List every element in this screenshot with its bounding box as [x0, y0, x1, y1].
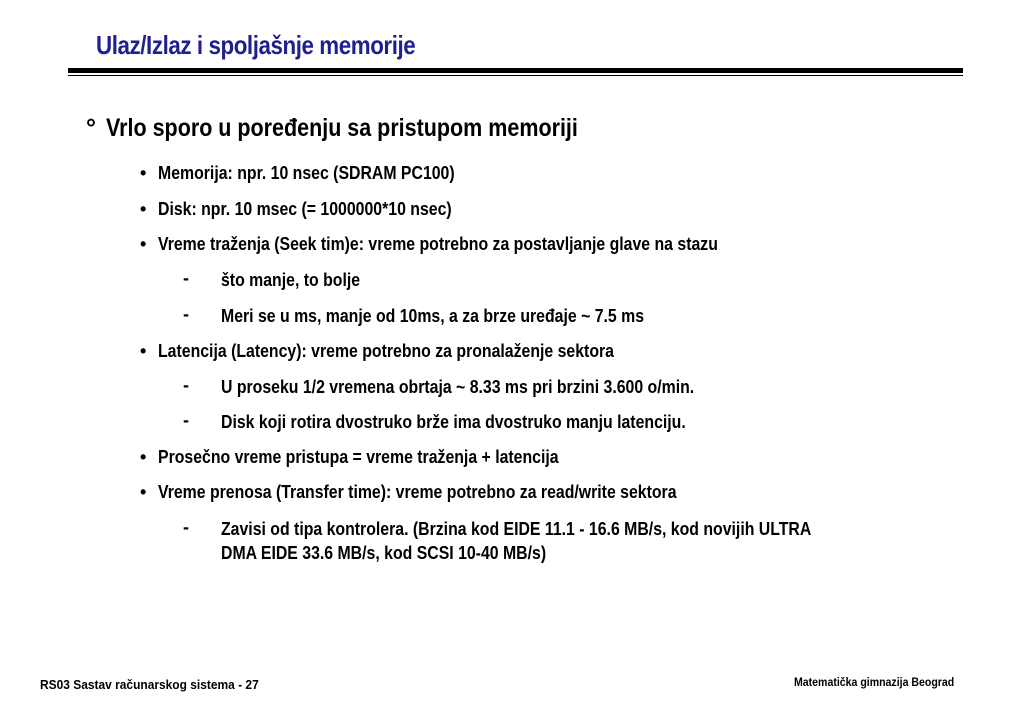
dash-bullet-icon: - — [183, 517, 189, 537]
list-item-text: Memorija: npr. 10 nsec (SDRAM PC100) — [158, 163, 455, 183]
list-item-text: Vreme prenosa (Transfer time): vreme potrebno za read/write sektora — [158, 482, 677, 502]
sub-list-item-text-line1: Zavisi od tipa kontrolera. (Brzina kod EIDE 11.1 - 16.6 MB/s, kod novijih ULTRA — [221, 519, 812, 539]
degree-bullet-icon: ° — [86, 114, 96, 142]
list-item-text: Disk: npr. 10 msec (= 1000000*10 nsec) — [158, 199, 452, 219]
main-bullet — [86, 114, 655, 143]
dash-bullet-icon: - — [183, 375, 189, 395]
bullet-dot-icon: • — [140, 482, 147, 502]
bullet-dot-icon: • — [140, 199, 147, 219]
bullet-dot-icon: • — [140, 341, 147, 361]
sub-list-item-text-line2: DMA EIDE 33.6 MB/s, kod SCSI 10-40 MB/s) — [221, 543, 547, 563]
bullet-dot-icon: • — [140, 447, 147, 467]
bullet-dot-icon: • — [140, 234, 147, 254]
footer-course-label: RS03 Sastav računarskog sistema - 27 — [40, 677, 259, 692]
bullet-dot-icon: • — [140, 163, 147, 183]
sub-list-item-text: Meri se u ms, manje od 10ms, a za brze uređaje ~ 7.5 ms — [221, 306, 645, 326]
list-item-text: Vreme traženja (Seek tim)e: vreme potrebno za postavljanje glave na stazu — [158, 234, 718, 254]
dash-bullet-icon: - — [183, 304, 189, 324]
dash-bullet-icon: - — [183, 268, 189, 288]
footer-school-label: Matematička gimnazija Beograd — [794, 675, 955, 689]
sub-list-item-text: Disk koji rotira dvostruko brže ima dvostruko manju latenciju. — [221, 412, 686, 432]
dash-bullet-icon: - — [183, 410, 189, 430]
list-item-text: Latencija (Latency): vreme potrebno za pronalaženje sektora — [158, 341, 614, 361]
sub-list-item-text: što manje, to bolje — [221, 270, 361, 290]
slide-title: Ulaz/Izlaz i spoljašnje memorije — [96, 30, 416, 60]
sub-list-item-text: U proseku 1/2 vremena obrtaja ~ 8.33 ms pri brzini 3.600 o/min. — [221, 377, 695, 397]
main-bullet-text: Vrlo sporo u poređenju sa pristupom memoriji — [106, 114, 578, 142]
list-item-text: Prosečno vreme pristupa = vreme traženja + latencija — [158, 447, 559, 467]
